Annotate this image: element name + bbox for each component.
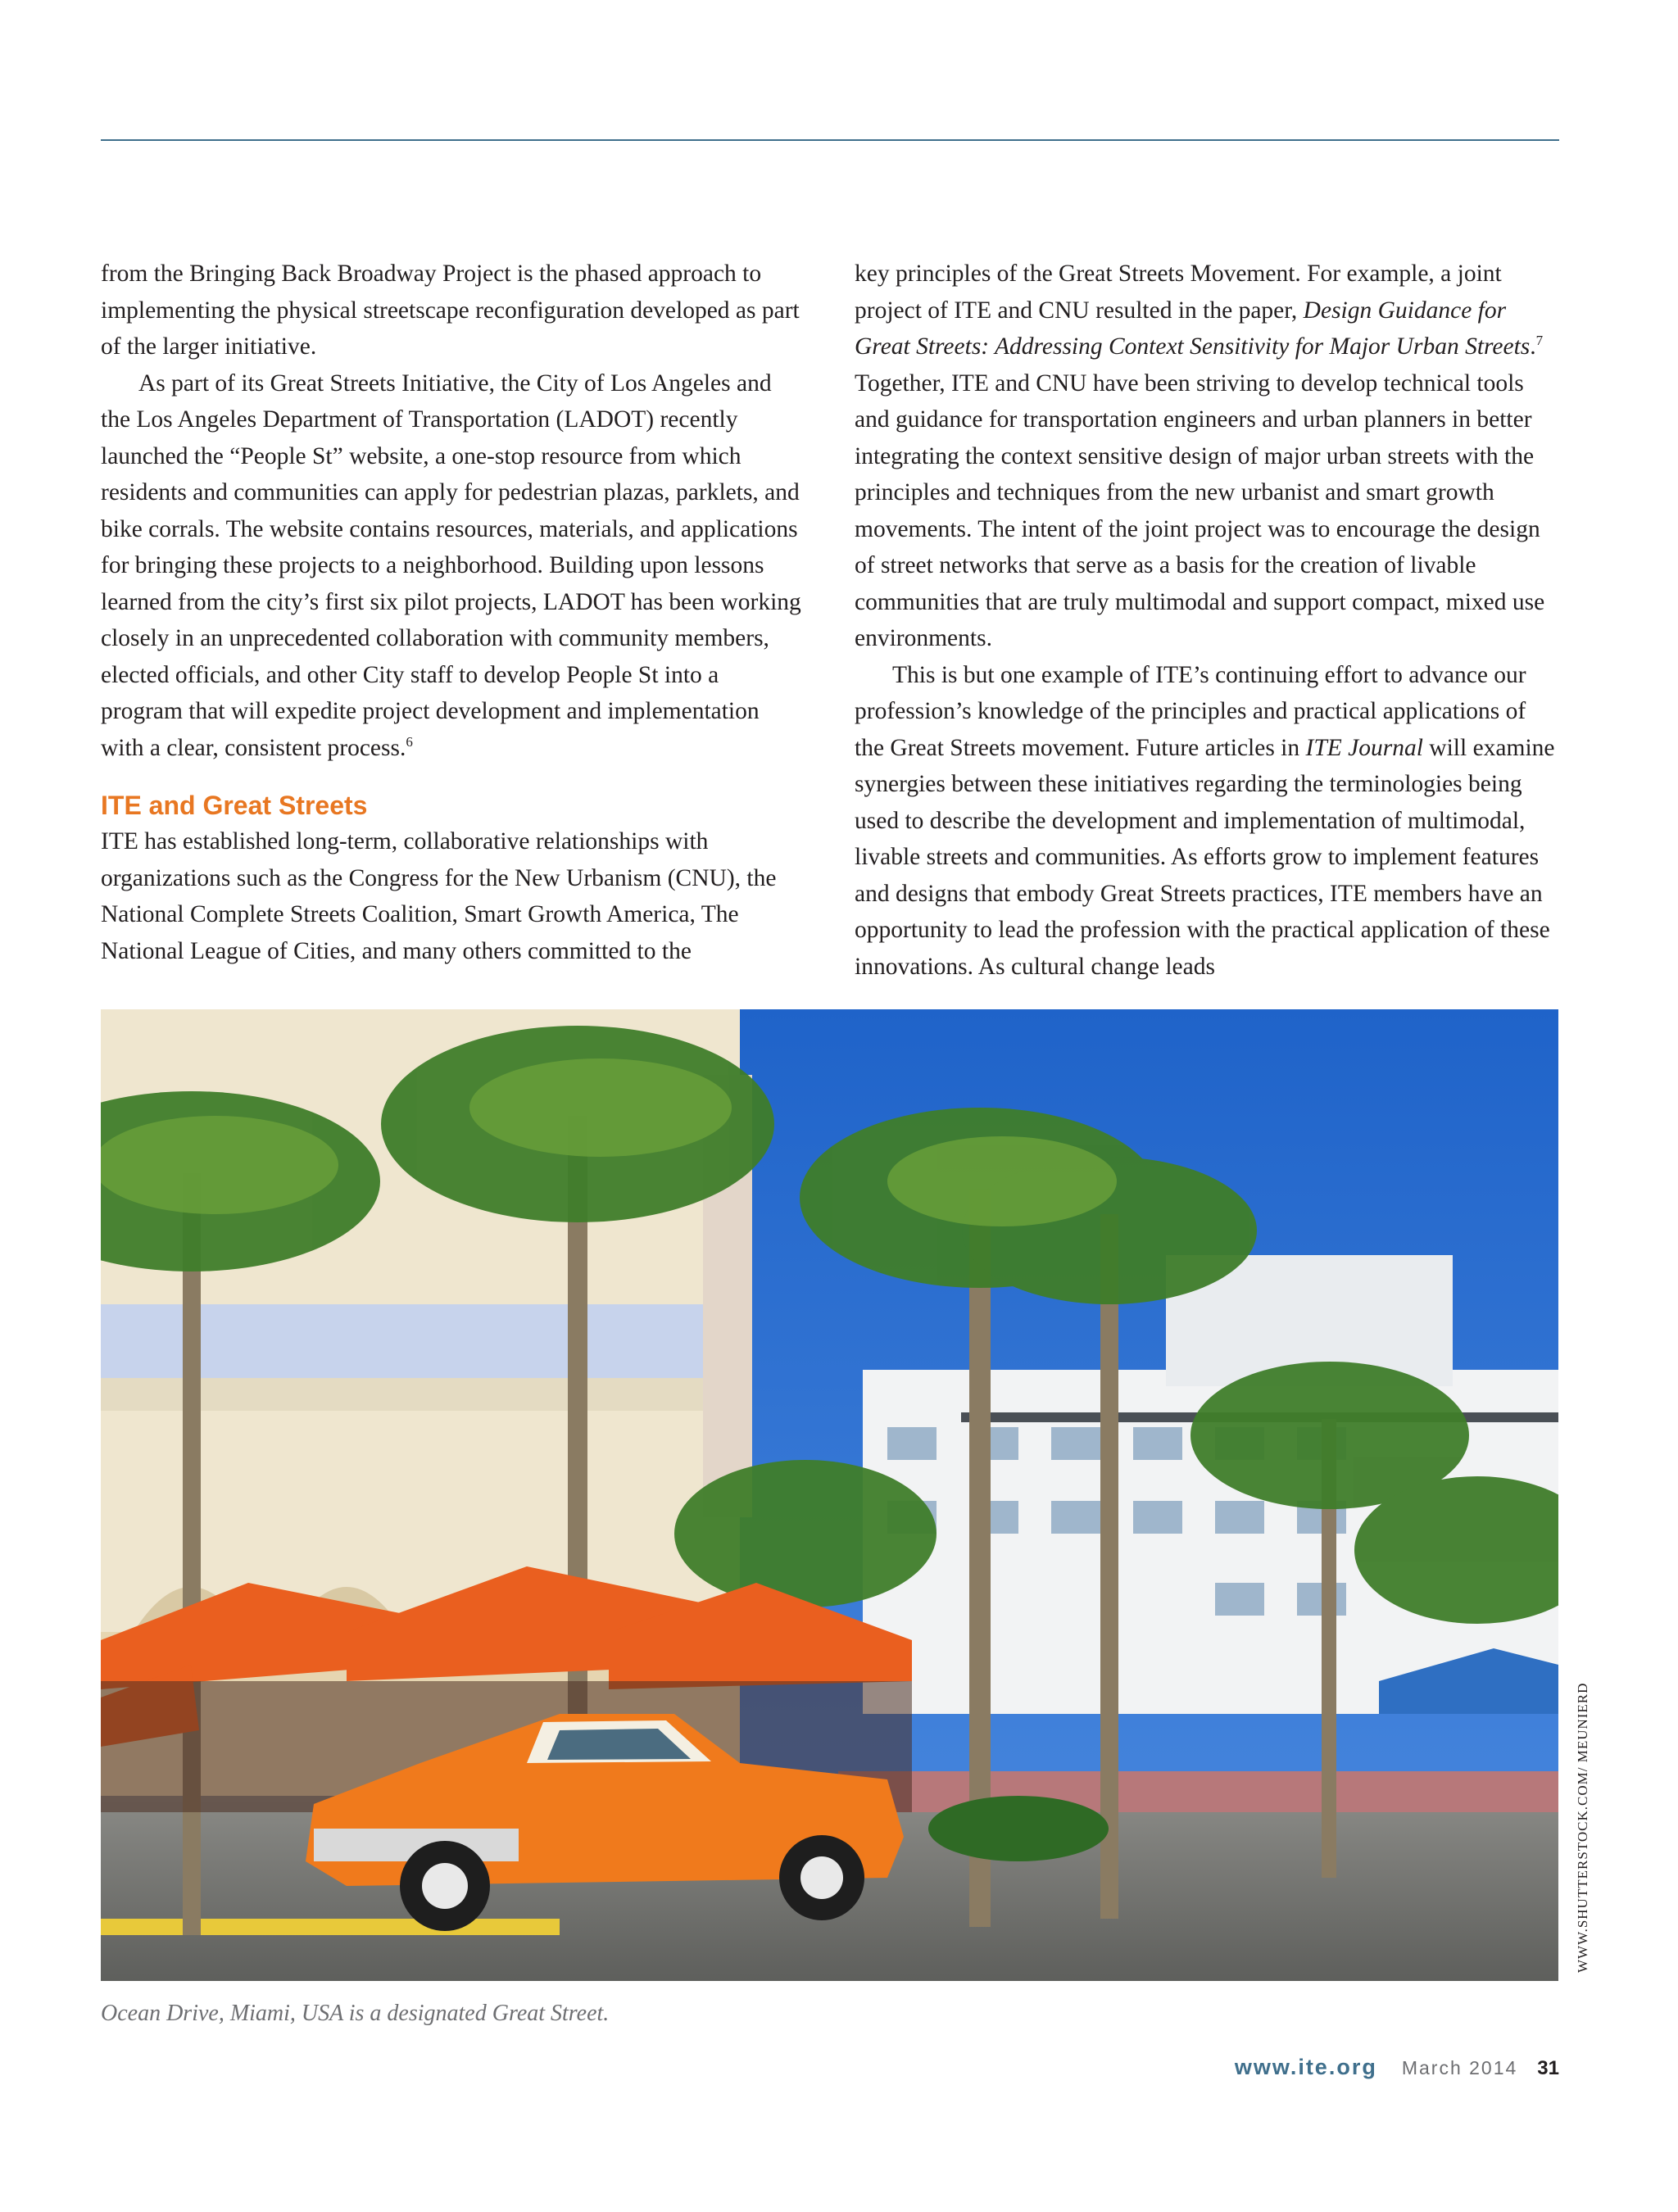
journal-title: ITE Journal xyxy=(1305,734,1423,761)
footnote-ref[interactable]: 6 xyxy=(406,733,413,750)
paragraph xyxy=(855,256,1561,657)
photo-credit: WWW.SHUTTERSTOCK.COM/ MEUNIERD xyxy=(1575,1682,1590,1973)
paragraph-text: This is but one example of ITE’s continuing effort to advance our profession’s knowledge of the principles and practical applications of the Great Streets movement. Future articles in xyxy=(855,661,1526,761)
paragraph-text: As part of its Great Streets Initiative, the City of Los Angeles and the Los Angeles Department of Transportation (LADOT) recently launched the “People St” website, a one-stop resource from which residents and communities can apply for pedestrian plazas, parklets, and bike corrals. The website contains resources, materials, and applications for bringing these projects to a neighborhood. Building upon lessons learned from the city’s first six pilot projects, LADOT has been working closely in an unprecedented collaboration with community members, elected officials, and other City staff to develop People St into a program that will expedite project development and implementation with a clear, consistent process. xyxy=(101,369,801,761)
paragraph xyxy=(855,657,1561,986)
street-photo xyxy=(101,1009,1558,1981)
top-rule xyxy=(101,139,1559,141)
paragraph xyxy=(101,365,805,767)
page-number: 31 xyxy=(1537,2057,1559,2079)
paragraph: ITE has established long-term, collaborative relationships with organizations such as the Congress for the New Urbanism (CNU), the National Complete Streets Coalition, Smart Growth America, The National League of Cities, and many others committed to the xyxy=(101,828,777,964)
photo-caption: Ocean Drive, Miami, USA is a designated Great Street. xyxy=(101,2001,610,2026)
section-heading: ITE and Great Streets xyxy=(101,791,368,820)
paragraph-text: key principles of the Great Streets Movement. For example, a joint project of ITE and CNU resulted in the paper, xyxy=(855,261,1502,324)
left-column xyxy=(101,256,805,969)
issue-date: March 2014 xyxy=(1401,2057,1518,2078)
footnote-ref[interactable]: 7 xyxy=(1535,333,1544,349)
paragraph-text: Together, ITE and CNU have been striving to develop technical tools and guidance for transportation engineers and urban planners in better integrating the context sensitive design of major urban streets with the principles and techniques from the new urbanist and smart growth movements. The intent of the joint project was to encourage the design of street networks that serve as a basis for the creation of livable communities that are truly multimodal and support compact, mixed use environments. xyxy=(855,369,1545,651)
paragraph: from the Bringing Back Broadway Project is the phased approach to implementing the physical streetscape reconfiguration developed as part of the larger initiative. xyxy=(101,261,800,360)
right-column xyxy=(855,256,1561,985)
paragraph-text: will examine synergies between these initiatives regarding the terminologies being used to describe the development and implementation of multimodal, livable streets and communities. As efforts grow to implement features and designs that embody Great Streets practices, ITE members have an opportunity to lead the profession with the practical application of these innovations. As cultural change leads xyxy=(855,734,1555,980)
paragraph-text: . xyxy=(1530,333,1536,360)
paper-title: Design Guidance for Great Streets: Addressing Context Sensitivity for Major Urban Streets xyxy=(855,297,1531,360)
page-footer xyxy=(1235,2055,1559,2080)
website-link[interactable]: www.ite.org xyxy=(1234,2055,1377,2079)
